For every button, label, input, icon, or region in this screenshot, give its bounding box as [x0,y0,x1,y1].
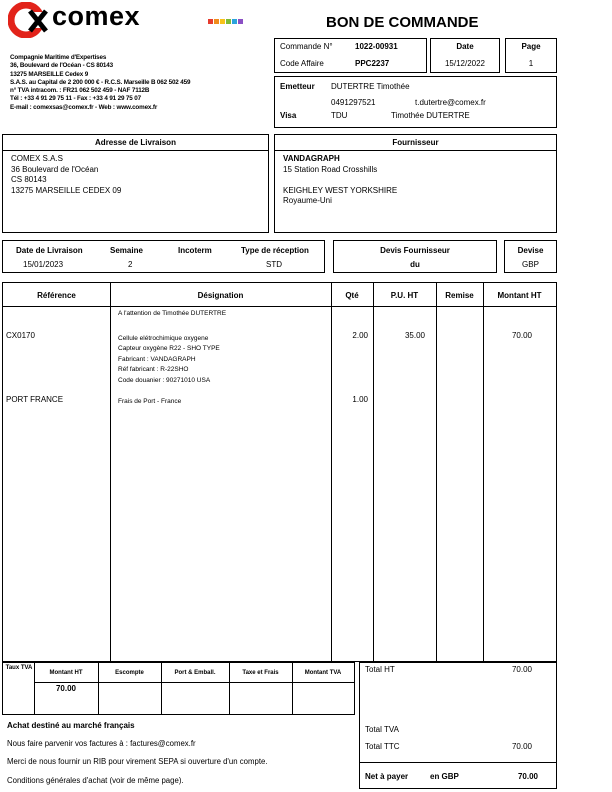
supplier-line: Royaume-Uni [283,196,332,205]
logo-mark-icon [8,2,52,38]
tax-header-vat: Montant TVA [304,670,342,676]
company-capital: S.A.S. au Capital de 2 200 000 € - R.C.S. Marseille B 062 502 459 [10,78,191,86]
order-page: 1 [528,59,534,68]
visa-label: Visa [280,111,297,120]
order-number-box [274,38,427,73]
currency-box [504,240,557,273]
items-table [2,282,557,662]
tax-header-rate: Taux TVA [5,665,33,671]
emetteur-box [274,76,557,128]
tax-table [2,662,355,715]
company-logo [8,2,248,38]
designation-line: Frais de Port - France [118,398,182,405]
attention-note: A l'attention de Timothée DUTERTRE [118,310,227,317]
company-address: 36, Boulevard de l'Océan - CS 80143 [10,62,113,70]
company-vat: n° TVA intracom. : FR21 062 502 459 - NAF 7112B [10,87,150,95]
emetteur-phone: 0491297521 [331,98,376,107]
supplier-heading: Fournisseur [392,138,439,147]
week-value: 2 [128,260,133,269]
quote-box [333,240,497,273]
delivery-line: 13275 MARSEILLE CEDEX 09 [11,185,122,195]
delivery-divider [3,150,268,151]
supplier-box [274,134,557,233]
row-amount: 70.00 [511,331,532,340]
totals-divider [360,762,556,763]
company-phone: Tél : +33 4 91 29 75 11 - Fax : +33 4 91 29 75 07 [10,95,141,103]
delivery-date: 15/01/2023 [23,260,64,269]
logo-brand-text: comex [52,1,141,31]
delivery-lines [11,154,121,196]
header-quantity: Qté [345,291,359,300]
designation-line: Code douanier : 90271010 USA [118,376,211,384]
designation-line: Fabricant : VANDAGRAPH [118,355,196,363]
logo-dot [214,19,219,24]
quote-value: du [410,260,420,269]
currency-value: GBP [522,260,539,269]
tax-header-amount: Montant HT [49,670,83,676]
delivery-line: COMEX S.A.S [11,154,64,163]
order-date-label: Date [456,42,474,51]
row-designation [118,334,220,386]
total-ttc-label: Total TTC [365,742,400,751]
col-divider [110,283,111,661]
net-to-pay-value: 70.00 [517,772,538,781]
logo-dot [232,19,237,24]
row-reference: PORT FRANCE [6,395,64,404]
incoterm-label: Incoterm [178,246,212,255]
reception-label: Type de réception [241,246,309,255]
supplier-line: KEIGHLEY WEST YORKSHIRE [283,185,398,195]
week-label: Semaine [110,246,143,255]
net-to-pay-label: Net à payer [365,772,409,781]
logo-dots [208,19,248,25]
header-designation: Désignation [197,291,244,300]
delivery-line: 36 Boulevard de l'Océan [11,164,99,174]
order-page-label: Page [521,42,541,51]
quote-label: Devis Fournisseur [380,246,450,255]
table-header-divider [3,306,556,307]
order-date-box [430,38,500,73]
totals-box [359,662,557,789]
row-reference: CX0170 [6,331,35,340]
supplier-line: 15 Station Road Crosshills [283,164,378,174]
delivery-info-box [2,240,325,273]
order-date: 15/12/2022 [444,59,486,68]
total-ht-value: 70.00 [511,665,532,674]
supplier-divider [275,150,556,151]
tax-header-discount: Escompte [115,670,144,676]
row-designation [118,398,181,405]
net-to-pay-currency: en GBP [430,772,459,781]
header-reference: Référence [37,291,76,300]
row-quantity: 2.00 [352,331,368,340]
col-divider [436,283,437,661]
logo-dot [220,19,225,24]
designation-line: Capteur oxygène R22 - SHO TYPE [118,345,220,353]
code-affaire: PPC2237 [355,59,390,68]
logo-dot [208,19,213,24]
row-unit-price: 35.00 [404,331,425,340]
order-number-label: Commande N° [280,42,333,51]
logo-dot [238,19,243,24]
visa-code: TDU [331,111,348,120]
code-affaire-label: Code Affaire [280,59,324,68]
total-tva-label: Total TVA [365,725,399,734]
visa-name: Timothée DUTERTRE [391,111,470,120]
total-ht-label: Total HT [365,665,395,674]
reception-value: STD [266,260,282,269]
page-title: BON DE COMMANDE [326,14,479,31]
designation-line: Réf fabricant : R-22SHO [118,366,189,374]
delivery-address-box [2,134,269,233]
header-unit-price: P.U. HT [390,291,419,300]
total-ttc-value: 70.00 [511,742,532,751]
emetteur-name: DUTERTRE Timothée [331,82,410,91]
tax-value-amount: 70.00 [55,684,77,693]
conditions-note: Conditions générales d'achat (voir de même page). [7,776,184,785]
delivery-line: CS 80143 [11,175,47,184]
market-note: Achat destiné au marché français [7,721,135,730]
supplier-name: VANDAGRAPH [283,154,340,163]
currency-label: Devise [517,246,544,255]
tax-header-port: Port & Emball. [174,670,216,676]
rib-note: Merci de nous fournir un RIB pour virement SEPA si ouverture d'un compte. [7,757,268,766]
supplier-lines [283,154,397,207]
invoice-note: Nous faire parvenir vos factures à : factures@comex.fr [7,739,196,748]
order-page-box [505,38,557,73]
logo-dot [226,19,231,24]
header-amount: Montant HT [497,291,542,300]
delivery-date-label: Date de Livraison [16,246,83,255]
tax-header-divider [34,682,354,683]
emetteur-label: Emetteur [280,82,315,91]
company-city: 13275 MARSEILLE Cedex 9 [10,70,89,78]
company-name: Compagnie Maritime d'Expertises [10,54,107,61]
company-web: E-mail : comexsas@comex.fr - Web : www.comex.fr [10,103,158,111]
row-quantity: 1.00 [352,395,368,404]
delivery-heading: Adresse de Livraison [95,138,176,147]
company-info [10,54,272,112]
emetteur-email: t.dutertre@comex.fr [415,98,486,107]
header-discount: Remise [445,291,474,300]
tax-header-fees: Taxe et Frais [242,670,279,676]
order-number: 1022-00931 [355,42,398,51]
designation-line: Cellule elétrochimique oxygene [118,335,209,342]
